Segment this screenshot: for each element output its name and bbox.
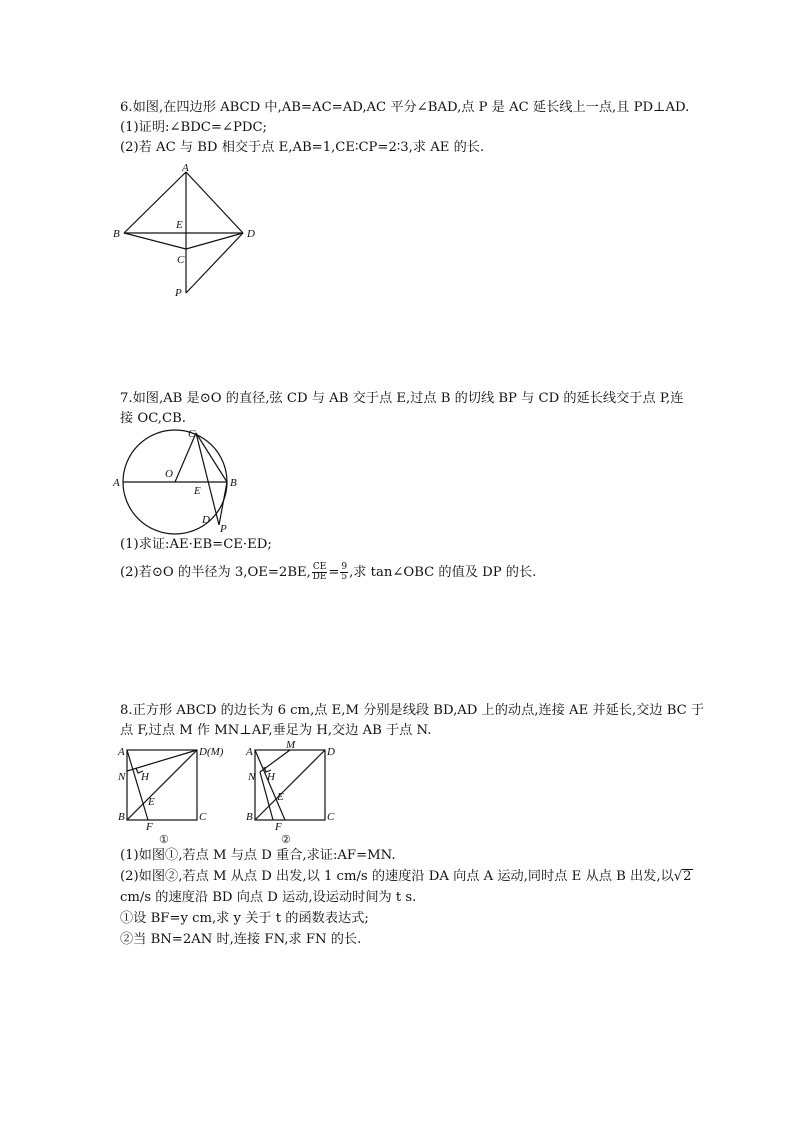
q6-label-a: A — [182, 162, 189, 174]
q8-figure-2 — [255, 750, 325, 820]
q7-label-o: O — [165, 468, 173, 480]
q7-equals: = — [328, 565, 340, 580]
q6-label-e: E — [176, 219, 183, 231]
q8-fig2-label-b: B — [246, 811, 253, 823]
q8-part1: (1)如图①,若点 M 与点 D 重合,求证:AF=MN. — [120, 848, 396, 863]
q6-label-p: P — [175, 287, 182, 299]
q6-figure — [110, 160, 270, 305]
q7-figure — [110, 425, 240, 535]
q7-part1: (1)求证:AE·EB=CE·ED; — [120, 537, 272, 552]
q8-fig1-label-n: N — [118, 771, 126, 783]
q7-label-c: C — [188, 428, 196, 440]
q8-fig2-label-c: C — [327, 811, 335, 823]
q6-stem: 6.如图,在四边形 ABCD 中,AB=AC=AD,AC 平分∠BAD,点 P 是 AC 延长线上一点,且 PD⊥AD. — [120, 100, 690, 115]
q8-fig2-label-h: H — [267, 771, 275, 783]
q8-fig2-caption: ② — [281, 834, 291, 845]
q6-label-d: D — [247, 228, 255, 240]
q7-stem-line1: 7.如图,AB 是⊙O 的直径,弦 CD 与 AB 交于点 E,过点 B 的切线 BP 与 CD 的延长线交于点 P,连 — [120, 391, 684, 406]
q8-part2-line2: cm/s 的速度沿 BD 向点 D 运动,设运动时间为 t s. — [120, 890, 417, 905]
q7-label-a: A — [113, 477, 120, 489]
q7-stem-line2: 接 OC,CB. — [120, 411, 186, 426]
q8-stem-line1: 8.正方形 ABCD 的边长为 6 cm,点 E,M 分别是线段 BD,AD 上的动点,连接 AE 并延长,交边 BC 于 — [120, 703, 705, 718]
q6-part1: (1)证明:∠BDC=∠PDC; — [120, 120, 267, 135]
q8-fig1-label-b: B — [118, 811, 125, 823]
q7-part2-suffix: ,求 tan∠OBC 的值及 DP 的长. — [349, 565, 537, 580]
q8-sqrt-value: 2 — [683, 869, 692, 884]
q8-fig1-label-h: H — [141, 771, 149, 783]
q8-fig2-label-e: E — [277, 791, 284, 803]
q7-label-e: E — [194, 485, 201, 497]
q8-fig1-caption: ① — [159, 834, 169, 845]
q7-label-d: D — [202, 514, 210, 526]
q8-part2-line1-text: (2)如图②,若点 M 从点 D 出发,以 1 cm/s 的速度沿 DA 向点 A 运动,同时点 E 从点 B 出发,以 — [120, 869, 674, 884]
q8-sub2: ②当 BN=2AN 时,连接 FN,求 FN 的长. — [120, 932, 362, 947]
q6-label-c: C — [177, 254, 185, 266]
q6-part2: (2)若 AC 与 BD 相交于点 E,AB=1,CE∶CP=2∶3,求 AE 的长. — [120, 140, 485, 155]
q7-fraction-9-5: $\frac{9}{5}$ — [341, 562, 348, 582]
q8-figure-1 — [127, 750, 197, 820]
q8-sub1: ①设 BF=y cm,求 y 关于 t 的函数表达式; — [120, 911, 369, 926]
q8-fig1-label-a: A — [118, 746, 125, 758]
q8-fig2-label-a: A — [246, 746, 253, 758]
q8-fig2-label-d: D — [327, 746, 335, 758]
q8-stem-line2: 点 F,过点 M 作 MN⊥AF,垂足为 H,交边 AB 于点 N. — [120, 723, 432, 738]
q8-fig1-label-e: E — [148, 796, 155, 808]
sqrt-symbol-icon: √ — [673, 869, 683, 884]
q8-fig2-label-m: M — [286, 740, 296, 751]
q8-part2-line1 — [120, 867, 693, 887]
q7-part2-prefix: (2)若⊙O 的半径为 3,OE=2BE, — [120, 565, 311, 580]
q8-figures — [110, 740, 340, 845]
q8-fig2-label-n: N — [248, 771, 256, 783]
q6-label-b: B — [113, 228, 120, 240]
q7-label-p: P — [220, 523, 227, 535]
q8-fig1-label-f: F — [146, 821, 153, 833]
q8-fig1-label-c: C — [199, 811, 207, 823]
q7-label-b: B — [230, 477, 237, 489]
q7-fraction-ce-de: $\frac{CE}{DE}$ — [312, 562, 327, 582]
q8-fig1-label-dm: D(M) — [199, 746, 224, 758]
q8-fig2-label-f: F — [275, 821, 282, 833]
q7-part2 — [120, 563, 536, 583]
